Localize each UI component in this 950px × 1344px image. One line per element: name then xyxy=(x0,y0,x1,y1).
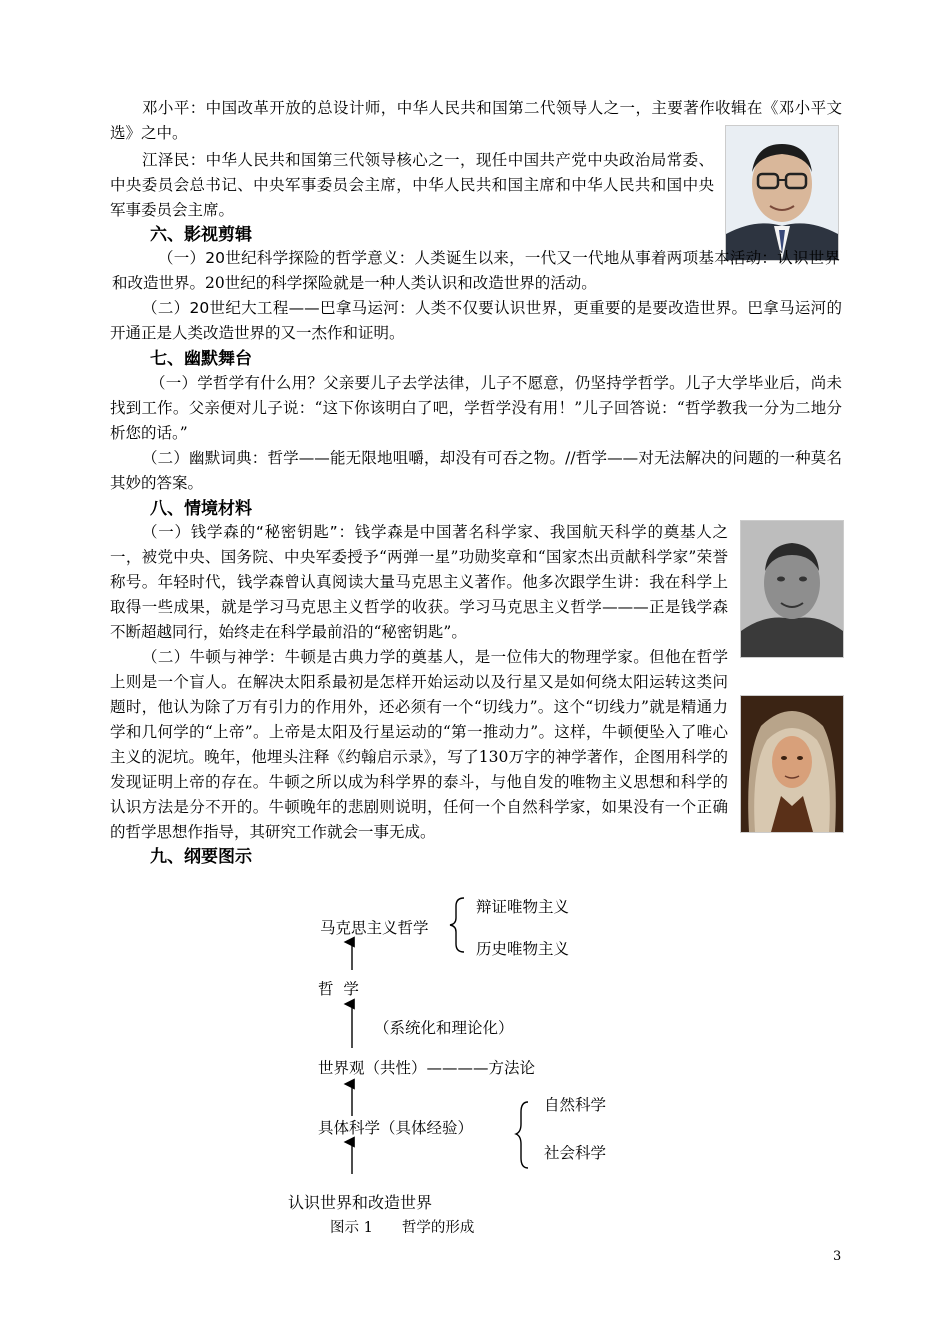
section-heading-8: 八、情境材料 xyxy=(150,499,252,519)
section6-item1-text: 人类诞生以来，一代又一代地从事着两项基本活动：认识世界和改造世界。20世纪的科学探险就是一种人类认识和改造世界的活动。 xyxy=(112,249,840,292)
diagram-dialectical: 辩证唯物主义 xyxy=(476,898,570,916)
portrait-photo-qian xyxy=(740,520,844,658)
outline-diagram xyxy=(280,884,640,1244)
section6-item1 xyxy=(112,246,840,296)
section6-item2-title: （二）20世纪大工程——巴拿马运河： xyxy=(142,299,415,317)
section8-item2-text: 牛顿是古典力学的奠基人，是一位伟大的物理学家。但他在哲学上则是一个盲人。在解决太阳系最初是怎样开始运动以及行星又是如何绕太阳运转这类问题时，他认为除了万有引力的作用外，还必须有一个“切线力”。这个“切线力”就是精通力学和几何学的“上帝”。上帝是太阳及行星运动的“第一推动力”。这样，牛顿便坠入了唯心主义的泥坑。晚年，他埋头注释《约翰启示录》，写了130万字的神学著作，企图用科学的发现证明上帝的存在。牛顿之所以成为科学界的泰斗，与他自发的唯物主义思想和科学的认识方法是分不开的。牛顿晚年的悲剧则说明，任何一个自然科学家，如果没有一个正确的哲学思想作指导，其研究工作就会一事无成。 xyxy=(110,648,728,841)
section8-item1-text: 钱学森是中国著名科学家、我国航天科学的奠基人之一，被党中央、国务院、中央军委授予“两弹一星”功勋奖章和“国家杰出贡献科学家”荣誉称号。年轻时代，钱学森曾认真阅读大量马克思主义著作。他多次跟学生讲：我在科学上取得一些成果，就是学习马克思主义哲学的收获。学习马克思主义哲学———正是钱学森不断超越同行，始终走在科学最前沿的“秘密钥匙”。 xyxy=(110,523,728,641)
paragraph-deng: 邓小平：中国改革开放的总设计师，中华人民共和国第二代领导人之一，主要著作收辑在《邓小平文选》之中。 xyxy=(110,99,842,142)
section7-item1 xyxy=(110,371,842,446)
page-number: 3 xyxy=(833,1249,842,1264)
brace-bottom xyxy=(516,1102,528,1168)
diagram-historical: 历史唯物主义 xyxy=(476,940,570,958)
section7-item1-text: 父亲要儿子去学法律，儿子不愿意，仍坚持学哲学。儿子大学毕业后，尚未找到工作。父亲便对儿子说：“这下你该明白了吧，学哲学没有用！”儿子回答说：“哲学教我一分为二地分析您的话。” xyxy=(110,374,842,442)
diagram-worldview xyxy=(318,1056,535,1078)
section-heading-7: 七、幽默舞台 xyxy=(150,349,252,369)
diagram-methodology: 方法论 xyxy=(488,1059,536,1077)
diagram-social-science: 社会科学 xyxy=(544,1144,607,1162)
section6-item2 xyxy=(110,296,842,346)
diagram-systematize: （系统化和理论化） xyxy=(374,1019,514,1037)
section7-item2 xyxy=(110,446,842,496)
section7-item2-text: 哲学——能无限地咀嚼，却没有可吞之物。//哲学——对无法解决的问题的一种莫名其妙的答案。 xyxy=(110,449,842,492)
section8-item2 xyxy=(110,645,728,845)
diagram-philosophy: 哲 学 xyxy=(318,980,359,998)
section8-item2-title: （二）牛顿与神学： xyxy=(142,648,285,666)
section8-item1 xyxy=(110,520,728,645)
section6-item2-text: 人类不仅要认识世界，更重要的是要改造世界。巴拿马运河的开通正是人类改造世界的又一杰作和证明。 xyxy=(110,299,842,342)
diagram-connector: ———— xyxy=(426,1059,489,1077)
diagram-base: 认识世界和改造世界 xyxy=(288,1193,433,1212)
section8-item1-title: （一）钱学森的“秘密钥匙”： xyxy=(142,523,355,541)
diagram-caption: 图示 1 哲学的形成 xyxy=(330,1220,475,1236)
portrait-photo-jiang xyxy=(725,125,839,261)
diagram-marxism: 马克思主义哲学 xyxy=(320,919,429,937)
portrait-photo-newton xyxy=(740,695,844,833)
brace-top xyxy=(450,898,464,952)
section7-item2-title: （二）幽默词典： xyxy=(142,449,268,467)
diagram-natural-science: 自然科学 xyxy=(544,1096,607,1114)
diagram-specific-science: 具体科学（具体经验） xyxy=(318,1119,474,1137)
paragraph-jiang: 江泽民：中华人民共和国第三代领导核心之一，现任中国共产党中央政治局常委、中央委员会总书记、中央军事委员会主席，中华人民共和国主席和中华人民共和国中央军事委员会主席。 xyxy=(110,151,714,219)
section7-item1-title: （一）学哲学有什么用？ xyxy=(150,374,324,392)
diagram-worldview-label: 世界观（共性） xyxy=(318,1059,427,1077)
section-heading-6: 六、影视剪辑 xyxy=(150,225,252,245)
section-heading-9: 九、纲要图示 xyxy=(150,847,252,867)
section6-item1-title: （一）20世纪科学探险的哲学意义： xyxy=(158,249,415,267)
